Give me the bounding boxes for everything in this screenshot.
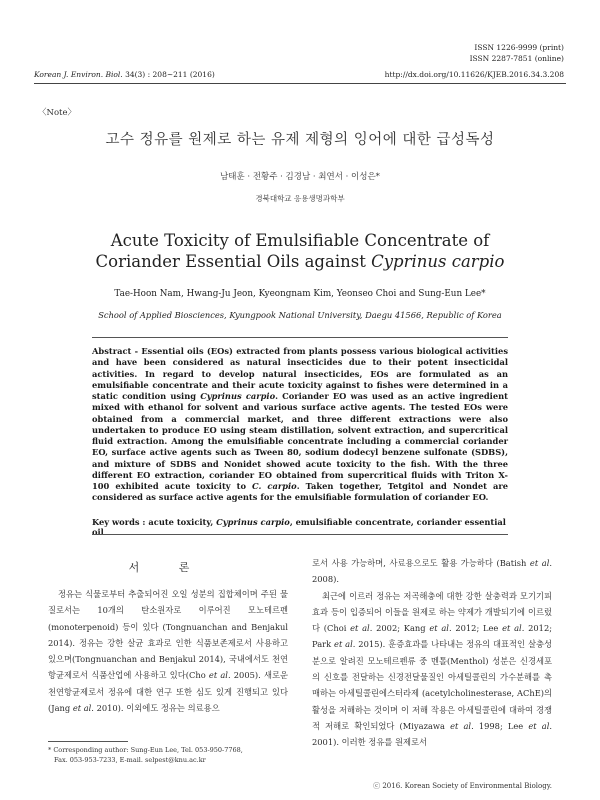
body-right-text-6: . 1998; Lee (471, 720, 529, 731)
abstract-text-2: . Coriander EO was used as an active ingredient mixed with ethanol for solvent and various surface active agents. The tested EOs were obtained from a commercial market, and three different extractions were also undertaken to produce EO using steam distillation, solvent extraction, and supercritical fluid extraction. Among the emulsifiable concentrate including a commercial coriander EO, surface active agents such as Tween 80, sodium dodecyl benzene sulfonate (SDBS), and mixture of SDBS and Nonidet showed acute toxicity to the fish. With the three different EO extraction, coriander EO obtained from supercritical fluids with Triton X-100 exhibited acute toxicity to (92, 391, 508, 491)
volume-issue-pages: 34(3) : 208~211 (2016) (125, 70, 215, 79)
corresponding-author-footnote (48, 745, 288, 765)
body-column-left (48, 586, 288, 716)
abstract-label: Abstract (92, 346, 132, 356)
doi-link[interactable]: http://dx.doi.org/10.11626/KJEB.2016.34.3.208 (384, 70, 564, 79)
body-right-text-0b: . 2008). (312, 558, 552, 585)
abstract-text-3: . Taken together, Tetgitol and Nondet are considered as surface active agents for the emulsifiable formulation of coriander EO. (92, 481, 508, 503)
body-right-etal-2: et al (429, 623, 449, 634)
abstract-species-1: Cyprinus carpio (200, 391, 276, 401)
body-right-etal-5: et al (450, 720, 472, 731)
abstract-top-rule (92, 337, 508, 338)
body-left-text-1: 정유는 식물로부터 추출되어진 오일 성분의 집합체이며 주된 물질로서는 10개의 탄소원자로 이루어진 모노테르펜 (monoterpenoid) 등이 있다 (Tongnuanchan and Benjakul 2014). 정유는 강한 살균 효과로 인한 식품보존제로서 사용하고 있으며(Tongnuanchan and Benjakul 2014), 국내에서도 천연항균제로서 식품산업에 사용하고 있다(Cho (48, 589, 288, 681)
title-english-line2-text: Coriander Essential Oils against (95, 252, 372, 271)
journal-name: Korean J. Environ. Biol. (34, 70, 123, 79)
footnote-line-1: * Corresponding author: Sung-Eun Lee, Tel. 053-950-7768, (48, 746, 243, 754)
body-right-paragraph-0 (312, 555, 552, 588)
keywords-text-1: acute toxicity, (148, 517, 217, 527)
affiliation-korean: 경북대학교 응용생명과학부 (255, 194, 345, 203)
abstract (92, 346, 508, 504)
body-right-etal-6: et al (528, 720, 550, 731)
body-left-etal-1: et al (208, 670, 228, 681)
body-right-etal-0: et al (529, 558, 550, 568)
abstract-species-2: C. carpio (252, 481, 297, 491)
title-english-species: Cyprinus carpio (371, 252, 505, 271)
title-english-line2 (0, 251, 600, 272)
body-right-etal-1: et al (350, 623, 370, 634)
body-left-etal-2: et al (72, 703, 92, 714)
title-korean: 고수 정유를 원제로 하는 유제 제형의 잉어에 대한 급성독성 (105, 132, 495, 148)
title-english (0, 230, 600, 272)
body-right-text-7: . 2001). 이러한 정유를 원제로서 (312, 720, 552, 748)
body-right-text-1: 최근에 이르러 정유는 저곡해충에 대한 강한 살충력과 모기기피 효과 등이 입증되어 이들을 원제로 하는 약제가 개발되기에 이르렀다 (Choi (312, 590, 552, 634)
footnote-line-2: Fax. 053-953-7233, E-mail. selpest@knu.ac.kr (54, 756, 206, 764)
keywords-label: Key words : (92, 517, 149, 527)
body-right-text-2: . 2002; Kang (369, 623, 430, 634)
section-heading-introduction: 서 론 (128, 561, 208, 574)
body-left-text-2: . 2005). 새로운 천연항균제로서 정유에 대한 연구 또한 심도 있게 진행되고 있다 (Jang (48, 670, 288, 714)
note-label: 〈Note〉 (38, 108, 77, 118)
body-right-text-4: . 2012; Park (312, 623, 553, 650)
copyright-notice: ⓒ 2016. Korean Society of Environmental Biology. (373, 782, 552, 790)
keywords-species: Cyprinus carpio (216, 517, 290, 527)
issn-print: ISSN 1226-9999 (print) (474, 43, 564, 52)
abstract-bottom-rule (92, 534, 508, 535)
body-right-text-3: . 2012; Lee (448, 623, 503, 634)
body-right-text-0: 로서 사용 가능하며, 사료용으로도 활용 가능하다 (Batish (312, 558, 530, 568)
header-divider (34, 83, 566, 84)
body-right-etal-3: et al (502, 623, 522, 634)
title-english-line1: Acute Toxicity of Emulsifiable Concentrate of (110, 231, 490, 250)
authors-korean: 남태훈 · 전황주 · 김경남 · 최연서 · 이성은* (220, 172, 380, 182)
body-right-text-5: . 2015). 훈증효과를 나타내는 정유의 대표적인 살충성분으로 알려진 모노테르펜류 중 멘톨(Menthol) 성분은 신경세포의 신호를 전달하는 신경전달물질인 아세틸콜린의 가수분해를 촉매하는 아세틸콜린에스터라제 (acetylcholinesterase, AChE)의 활성을 저해하는 것이며 이 저해 작용은 아세틸콜린에 대하여 경쟁적 저해로 확인되었다 (Miyazawa (312, 639, 553, 731)
body-right-paragraph-1 (312, 588, 552, 751)
keywords-text-2: , emulsifiable concentrate, coriander essential oil (92, 517, 506, 537)
abstract-text-1: - Essential oils (EOs) extracted from plants possess various biological activities and have been considered as natural insecticides due to their potent insecticidal activities. In regard to develop natural insecticides, EOs are formulated as an emulsifiable concentrate and their acute toxicity against to fishes were determined in a static condition using (92, 346, 508, 401)
body-column-right (312, 555, 552, 751)
body-right-etal-4: et al (334, 639, 353, 650)
journal-citation (34, 70, 215, 79)
footnote-rule (48, 741, 128, 742)
affiliation-english: School of Applied Biosciences, Kyungpook National University, Daegu 41566, Republic of Korea (98, 310, 502, 320)
authors-english: Tae-Hoon Nam, Hwang-Ju Jeon, Kyeongnam Kim, Yeonseo Choi and Sung-Eun Lee* (114, 289, 486, 299)
issn-online: ISSN 2287-7851 (online) (469, 54, 564, 63)
body-left-text-3: . 2010). 이외에도 정유는 의료용으 (91, 703, 220, 714)
